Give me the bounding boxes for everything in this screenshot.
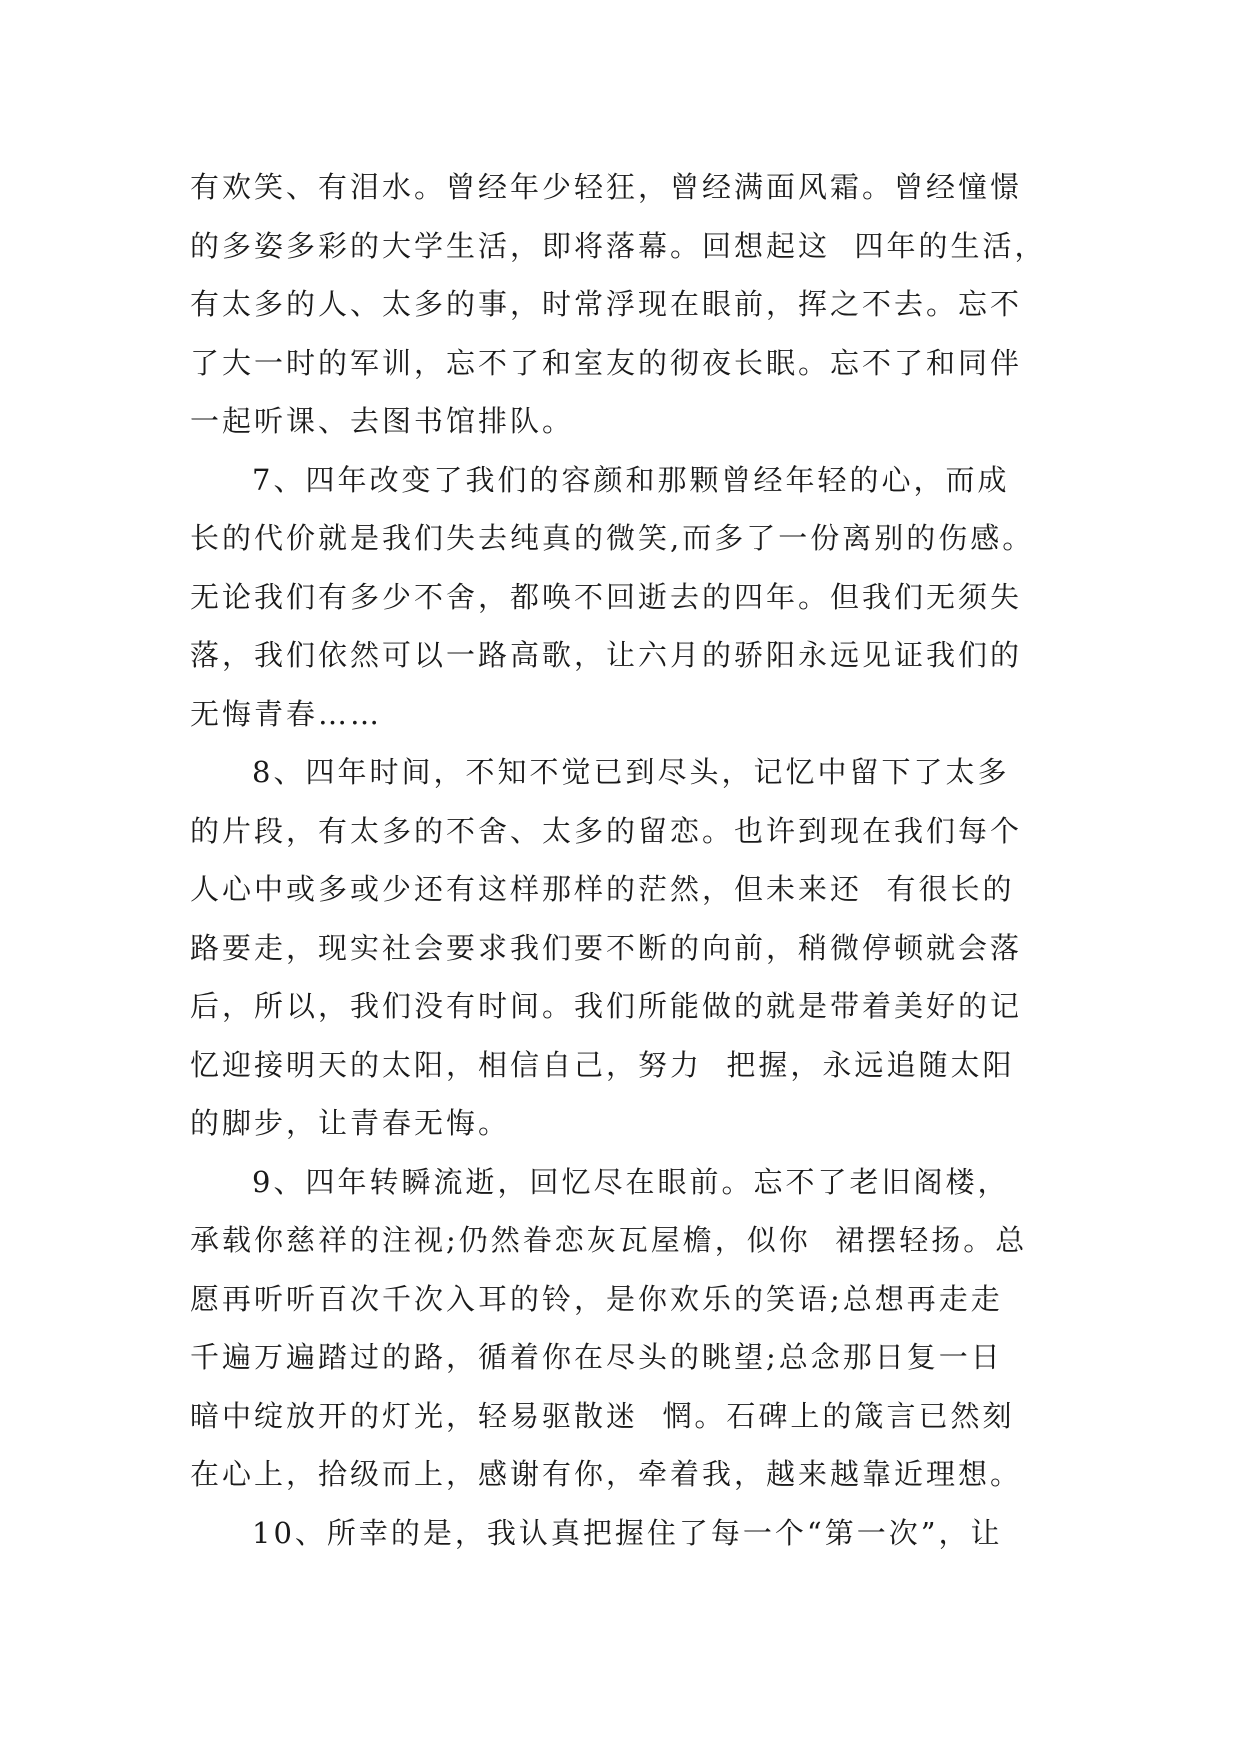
text-line: 有太多的人、太多的事，时常浮现在眼前，挥之不去。忘不 [190,287,1023,321]
text-line: 忆迎接明天的太阳，相信自己，努力 把握，永远追随太阳 [190,1047,1015,1082]
text-line: 在心上，拾级而上，感谢有你，牵着我，越来越靠近理想。 [190,1457,1023,1491]
text-line: 承载你慈祥的注视;仍然眷恋灰瓦屋檐，似你 裙摆轻扬。总 [190,1223,1028,1257]
text-line: 7、四年改变了我们的容颜和那颗曾经年轻的心，而成 [252,462,1010,497]
text-line: 10、所幸的是，我认真把握住了每一个“第一次”，让 [252,1515,1003,1550]
text-line: 的脚步，让青春无悔。 [190,1106,511,1140]
text-line: 人心中或多或少还有这样那样的茫然，但未来还 有很长的 [190,872,1015,906]
text-line: 暗中绽放开的灯光，轻易驱散迷 惘。石碑上的箴言已然刻 [190,1398,1015,1433]
text-line: 落，我们依然可以一路高歌，让六月的骄阳永远见证我们的 [190,638,1023,672]
text-line: 千遍万遍踏过的路，循着你在尽头的眺望;总念那日复一日 [190,1340,1003,1374]
text-line: 路要走，现实社会要求我们要不断的向前，稍微停顿就会落 [190,930,1023,965]
text-line: 无悔青春…… [190,696,383,731]
document-body-text [190,158,1070,1562]
text-line: 后，所以，我们没有时间。我们所能做的就是带着美好的记 [190,989,1023,1023]
text-line: 了大一时的军训，忘不了和室友的彻夜长眠。忘不了和同伴 [190,345,1023,380]
text-line: 的多姿多彩的大学生活，即将落幕。回想起这 四年的生活， [190,228,1047,263]
text-line: 有欢笑、有泪水。曾经年少轻狂，曾经满面风霜。曾经憧憬 [190,170,1023,204]
text-line: 一起听课、去图书馆排队。 [190,404,575,438]
text-line: 9、四年转瞬流逝，回忆尽在眼前。忘不了老旧阁楼， [252,1164,1010,1199]
text-line: 长的代价就是我们失去纯真的微笑,而多了一份离别的伤感。 [190,521,1035,555]
text-line: 8、四年时间，不知不觉已到尽头，记忆中留下了太多 [252,755,1010,789]
text-line: 的片段，有太多的不舍、太多的留恋。也许到现在我们每个 [190,813,1023,848]
text-line: 无论我们有多少不舍，都唤不回逝去的四年。但我们无须失 [190,579,1023,614]
text-line: 愿再听听百次千次入耳的铃，是你欢乐的笑语;总想再走走 [190,1281,1003,1316]
